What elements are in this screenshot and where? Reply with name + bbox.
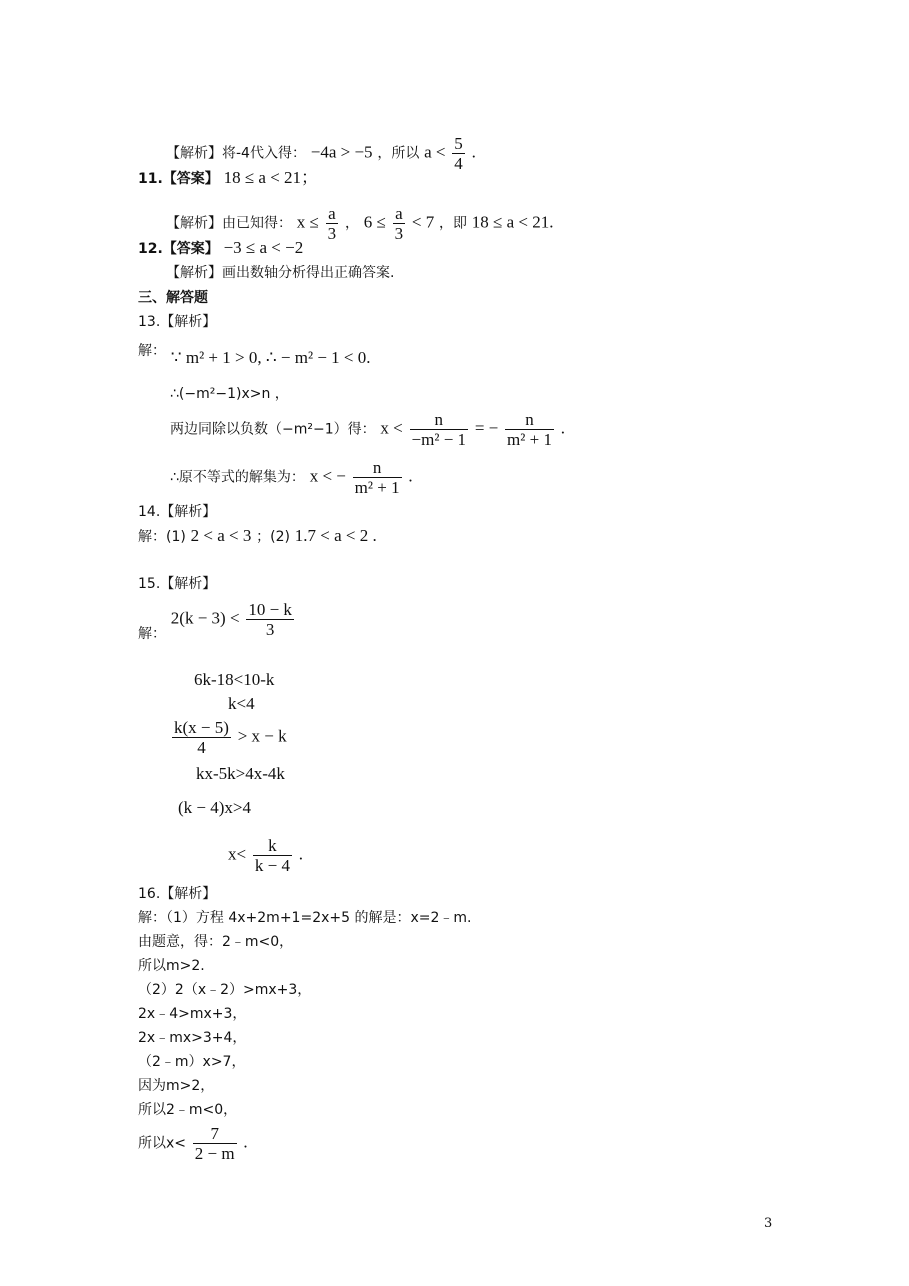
problem-16-title: 16.【解析】 [138, 886, 217, 902]
problem-13-line-2: ∴(−m²−1)x>n ， [170, 386, 289, 402]
answer-label: 11.【答案】 [138, 171, 219, 187]
text: ，所以 [377, 145, 420, 162]
problem-16-line: 2x﹣4>mx+3， [138, 1006, 247, 1022]
problem-15-line-4: $\frac{k(x - 5)}{4}$ > x − k [174, 718, 287, 757]
line-12-analysis: 【解析】画出数轴分析得出正确答案. [166, 265, 395, 281]
line-12-answer: 12.【答案】 −3 ≤ a < −2 [138, 238, 304, 257]
problem-16-line: 所以2﹣m<0， [138, 1102, 238, 1118]
line-11-answer [138, 168, 318, 189]
answer-label: 12.【答案】 [138, 241, 219, 257]
problem-15-line-1: 解： 2(k − 3) < $\frac{10 - k}{3}$ [138, 600, 292, 642]
problem-13-line-3: 两边同除以负数（−m²−1）得： x < $\frac{n}{\text{−m² − 1}}$ = − $\frac{n}{\text{m² + 1}}$ . [170, 410, 565, 449]
problem-14-line-1: 解：(1) 2 < a < 3 ；(2) 1.7 < a < 2 . [138, 526, 377, 545]
problem-16-final: 所以x< $\frac{7}{2 - m}$ . [138, 1124, 248, 1163]
math: −4a > −5 [310, 142, 373, 162]
problem-14-title: 14.【解析】 [138, 504, 217, 520]
fraction: $\frac{n}{\text{m² + 1}}$ [354, 458, 400, 497]
fraction: $\frac{n}{\text{m² + 1}}$ [507, 410, 552, 449]
problem-16-line: 2x﹣mx>3+4， [138, 1030, 247, 1046]
problem-13-line-4: ∴原不等式的解集为： x < − $\frac{n}{\text{m² + 1}}$ . [170, 458, 413, 497]
problem-16-line: 解：（1）方程 4x+2m+1=2x+5 的解是：x=2﹣m. [138, 910, 472, 926]
problem-13-line-1: 解： ∵ m² + 1 > 0, ∴ − m² − 1 < 0. [138, 343, 371, 367]
text: 【解析】将-4代入得： [166, 145, 306, 162]
problem-13-title: 13.【解析】 [138, 314, 217, 330]
fraction: $\frac{n}{\text{−m² − 1}}$ [411, 410, 467, 449]
fraction: $\frac{10 - k}{3}$ [248, 600, 292, 639]
problem-15-line-7: x< $\frac{k}{k - 4}$ . [228, 836, 303, 875]
page-number: 3 [764, 1216, 773, 1231]
line-10-analysis: 【解析】将-4代入得： −4a > −5 ，所以 a < $\frac{5}{4}$ . [166, 134, 476, 173]
section-heading: 三、解答题 [138, 290, 208, 306]
problem-16-line: （2﹣m）x>7， [138, 1054, 246, 1070]
fraction: $\frac{a}{3}$ [327, 204, 337, 243]
problem-16-line: （2）2（x﹣2）>mx+3， [138, 982, 312, 998]
problem-15-line-6: (k − 4)x>4 [178, 798, 251, 817]
problem-16-line: 所以m>2. [138, 958, 205, 974]
fraction: $\frac{k(x - 5)}{4}$ [174, 718, 229, 757]
fraction: $\frac{5}{4}$ [454, 134, 463, 173]
problem-15-title: 15.【解析】 [138, 576, 217, 592]
fraction: $\frac{7}{2 - m}$ [194, 1124, 235, 1163]
line-11-analysis: 【解析】由已知得： x ≤ $\frac{a}{3}$ ， 6 ≤ $\frac{a}{3}$ < 7 ，即 18 ≤ a < 21. [166, 204, 554, 243]
problem-15-line-5: kx-5k>4x-4k [196, 764, 285, 783]
problem-15-line-2: 6k-18<10-k [194, 670, 275, 689]
fraction: $\frac{k}{k - 4}$ [254, 836, 290, 875]
math: a < [424, 142, 446, 162]
problem-16-line: 由题意，得：2﹣m<0， [138, 934, 294, 950]
math: 18 ≤ a < 21； [223, 168, 319, 187]
problem-16-line: 因为m>2， [138, 1078, 215, 1094]
fraction: $\frac{a}{3}$ [394, 204, 404, 243]
problem-15-line-3: k<4 [228, 694, 255, 713]
